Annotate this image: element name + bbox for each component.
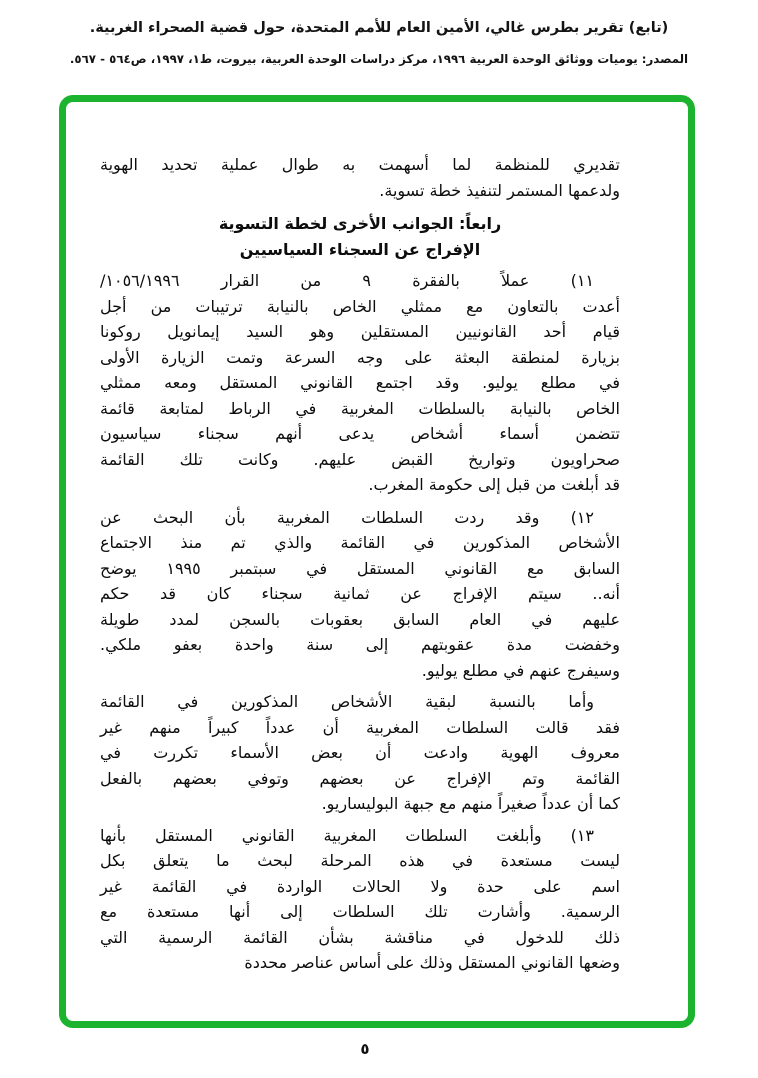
text-line: ١٢) وقد ردت السلطات المغربية بأن البحث عن — [100, 507, 594, 527]
text-line: عليهم في العام السابق بعقوبات بالسجن لمدد طويلة — [100, 609, 620, 629]
text-line: ولدعمها المستمر لتنفيذ خطة تسوية. — [379, 180, 620, 200]
document-header-title: (تابع) تقرير بطرس غالي، الأمين العام للأمم المتحدة، حول قضية الصحراء الغربية. — [89, 20, 669, 36]
text-line: أعدت بالتعاون مع ممثلي الخاص بالنيابة ترتيبات من أجل — [100, 296, 620, 316]
document-body — [100, 146, 620, 976]
paragraph-11 — [100, 268, 620, 498]
text-line: بزيارة لمنطقة البعثة على وجه السرعة وتمت الزيارة الأولى — [100, 347, 620, 367]
text-line: وأما بالنسبة لبقية الأشخاص المذكورين في القائمة — [100, 692, 594, 711]
text-line: السابق مع القانوني المستقل في سبتمبر ١٩٩٥ يوضح — [100, 558, 621, 578]
paragraph-remaining-persons — [100, 689, 620, 817]
page-number: ٥ — [360, 1040, 370, 1058]
text-line: فقد قالت السلطات المغربية أن عدداً كبيراً منهم غير — [100, 717, 620, 737]
text-line: القائمة وتم الإفراج عن بعضهم وتوفي بعضهم بالفعل — [100, 768, 620, 788]
text-line: قد أبلغت من قبل إلى حكومة المغرب. — [368, 475, 620, 494]
text-line: تقديري للمنظمة لما أسهمت به طوال عملية تحديد الهوية — [100, 155, 620, 174]
text-line: أنه.. سيتم الإفراج عن ثمانية سجناء كان قد حكم — [100, 584, 620, 603]
text-line: وخفضت مدة عقوبتهم إلى سنة واحدة بعفو ملكي. — [100, 635, 620, 654]
text-line: صحراويون وتواريخ القبض عليهم. وكانت تلك القائمة — [100, 449, 620, 469]
text-line: الأشخاص المذكورين في القائمة والذي تم منذ الاجتماع — [100, 533, 620, 552]
section-heading-release: الإفراج عن السجناء السياسيين — [239, 239, 481, 259]
text-line: قيام أحد القانونيين المستقلين وهو السيد إيمانويل روكونا — [100, 322, 620, 341]
text-line: ذلك للدخول في مناقشة بشأن القائمة الرسمية التي — [100, 927, 620, 947]
text-line: معروف الهوية وادعت أن بعض الأسماء تكررت في — [100, 743, 620, 762]
text-line: تتضمن أسماء أشخاص يدعى أنهم سجناء سياسيون — [100, 424, 620, 443]
paragraph-12 — [100, 505, 620, 684]
text-line: اسم على حدة ولا الحالات الواردة في القائمة غير — [100, 876, 620, 896]
text-line: ١٣) وأبلغت السلطات المغربية القانوني المستقل بأنها — [100, 825, 594, 845]
section-heading-fourth: رابعاً: الجوانب الأخرى لخطة التسوية — [218, 214, 502, 233]
text-line: كما أن عدداً صغيراً منهم مع جبهة البوليساريو. — [321, 794, 620, 813]
document-header-source: المصدر: يوميات ووثائق الوحدة العربية ١٩٩٦، مركز دراسات الوحدة العربية، بيروت، ط١، ١٩٩٧، ص٥٦٤ - ٥٦٧. — [69, 52, 689, 66]
text-line: وضعها القانوني المستقل وذلك على أساس عناصر محددة — [244, 953, 620, 972]
text-line: في مطلع يوليو. وقد اجتمع القانوني المستقل ومعه ممثلي — [100, 373, 620, 392]
paragraph-intro — [100, 152, 620, 203]
text-line: الرسمية. وأشارت تلك السلطات إلى أنها مستعدة مع — [100, 902, 620, 921]
text-line: ليست مستعدة في هذه المرحلة لبحث ما يتعلق بكل — [100, 851, 620, 870]
text-line: الخاص بالنيابة بالسلطات المغربية في الرباط لمتابعة قائمة — [100, 398, 620, 418]
paragraph-13 — [100, 823, 620, 976]
text-line: ١١) عملاً بالفقرة ٩ من القرار ١٠٥٦/١٩٩٦/ — [100, 271, 595, 290]
text-line: وسيفرج عنهم في مطلع يوليو. — [421, 660, 620, 680]
